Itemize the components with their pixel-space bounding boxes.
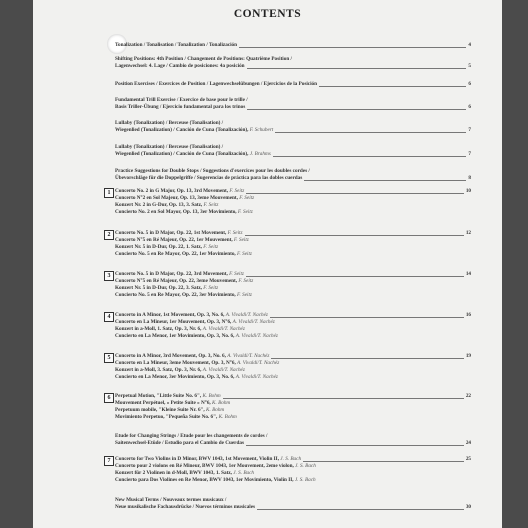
page-number: 7 xyxy=(468,151,471,158)
toc-line xyxy=(115,127,471,134)
entry-title: Konzert Nr. 2 in G-Dur, Op. 13, 3. Satz, xyxy=(115,202,203,209)
toc-line-text xyxy=(115,151,271,158)
composer: J. S. Bach xyxy=(233,470,255,477)
entry-title: Position Exercises / Exercices de Position / Lagenwechselübungen / Ejercicios de la Posición xyxy=(115,81,318,87)
toc-line-text xyxy=(115,463,471,470)
entry-title: Neue musikalische Fachausdrücke / Nuevos términos musicales xyxy=(115,504,256,511)
toc-entry xyxy=(115,120,471,134)
composer: A. Vivaldi/T. Nachéz xyxy=(235,374,278,381)
leader-line xyxy=(319,81,466,87)
entry-title: Lagenwechsel: 4. Lage / Cambio de posiciones: 4a posición xyxy=(115,63,245,70)
entry-title: New Musical Terms / Nouveaux termes musicaux / xyxy=(115,497,227,503)
toc-line xyxy=(115,104,471,111)
leader-line xyxy=(239,42,466,48)
toc-entry xyxy=(115,81,471,88)
toc-entry xyxy=(115,271,471,299)
composer: F. Seitz xyxy=(239,195,255,202)
entry-title: Konzert für 2 Violinen in d-Moll, BWV 1043, 1. Satz, xyxy=(115,470,232,477)
toc-line-text xyxy=(115,477,471,484)
page-number: 22 xyxy=(465,393,471,399)
toc-line-text xyxy=(115,56,471,63)
entry-title: Mouvement Perpétuel, « Petite Suite » N°6, xyxy=(115,400,211,407)
leader-line xyxy=(257,504,464,510)
page-number: 12 xyxy=(465,230,471,236)
toc-line-text xyxy=(115,195,471,202)
toc-entry xyxy=(115,230,471,258)
entry-title: Übevorschläge für die Doppelgriffe / Sugerencias de práctica para las dobles cuerdas xyxy=(115,175,303,182)
toc-line xyxy=(115,414,471,421)
entry-title: Perpetual Motion, "Little Suite No. 6", xyxy=(115,393,202,399)
entry-title: Movimiento Perpetuo, "Pequeña Suite No. 6", xyxy=(115,414,218,421)
page-number: 30 xyxy=(465,504,471,511)
entry-title: Concierto para Dos Violines en Re Menor, BWV 1043, 1er Movimiento, Violín II, xyxy=(115,477,294,484)
composer: F. Seitz xyxy=(229,271,244,277)
composer: F. Seitz xyxy=(238,278,254,285)
composer: F. Seitz xyxy=(229,188,245,194)
toc-line xyxy=(115,504,471,511)
composer: F. Seitz xyxy=(203,202,219,209)
toc-entry xyxy=(115,168,471,182)
book-page xyxy=(33,0,502,528)
toc-entry xyxy=(115,56,471,70)
toc-line-text xyxy=(115,407,471,414)
entry-title: Konzert in a-Moll, 1. Satz, Op. 3, Nr. 6, xyxy=(115,326,202,333)
composer: F. Seitz xyxy=(203,285,219,292)
leader-line xyxy=(304,175,466,181)
entry-title: Concerto N°5 en Ré Majeur, Op. 22, 1er Mouvement, xyxy=(115,237,233,244)
toc-line-text xyxy=(115,440,244,447)
toc-line-text xyxy=(115,504,255,511)
toc-entry xyxy=(115,42,471,49)
track-number-box: 6 xyxy=(104,393,114,403)
entry-title: Concerto N°2 en Sol Majeur, Op. 13, 3eme Mouvement, xyxy=(115,195,238,202)
leader-line xyxy=(270,312,464,318)
toc-line xyxy=(115,440,471,447)
composer: J. Brahms xyxy=(249,151,271,158)
toc-line xyxy=(115,292,471,299)
toc-line-text xyxy=(115,42,237,49)
entry-title: Wiegenlied (Tonalization) / Canción de Cuna (Tonalización), xyxy=(115,151,249,158)
toc-line xyxy=(115,251,471,258)
composer: A. Vivaldi/T. Nachéz xyxy=(235,333,278,340)
toc-line-text xyxy=(115,326,471,333)
page-number: 16 xyxy=(465,312,471,318)
toc-line-text xyxy=(115,414,471,421)
toc-entry xyxy=(115,144,471,158)
page-number: 7 xyxy=(468,127,471,134)
toc-entry xyxy=(115,393,471,421)
page-number: 25 xyxy=(465,456,471,462)
toc-line-text xyxy=(115,333,471,340)
toc-line xyxy=(115,237,471,244)
leader-line xyxy=(247,63,467,69)
track-number-box: 2 xyxy=(104,230,114,240)
page-number: 4 xyxy=(468,42,471,48)
toc-line xyxy=(115,456,471,463)
entry-title: Concierto No. 2 en Sol Mayor, Op. 13, 3er Movimiento, xyxy=(115,209,237,216)
composer: A. Vivaldi/T. Nachéz xyxy=(202,367,245,374)
composer: A. Vivaldi/T. Nachéz xyxy=(225,312,268,318)
entry-title: Concerto in A Minor, 3rd Movement, Op. 3, No. 6, xyxy=(115,353,226,359)
entry-title: Perpetuum mobile, "Kleine Suite Nr. 6", xyxy=(115,407,205,414)
track-number-box: 5 xyxy=(104,353,114,363)
leader-line xyxy=(245,230,464,236)
toc-line xyxy=(115,374,471,381)
toc-line-text xyxy=(115,175,302,182)
page-number: 10 xyxy=(465,188,471,194)
toc-line-text xyxy=(115,456,301,463)
toc-line xyxy=(115,326,471,333)
entry-title: Concierto No. 5 en Re Mayor, Op. 22, 1er Movimiento, xyxy=(115,251,236,258)
toc-entry xyxy=(115,188,471,216)
toc-line xyxy=(115,42,471,49)
composer: K. Bohm xyxy=(206,407,225,414)
toc-line-text xyxy=(115,285,471,292)
toc-line xyxy=(115,477,471,484)
toc-line-text xyxy=(115,127,273,134)
composer: J. S. Bach xyxy=(280,456,302,462)
toc-line xyxy=(115,285,471,292)
toc-entry xyxy=(115,497,471,511)
page-number: 24 xyxy=(465,440,471,447)
leader-line xyxy=(303,456,464,462)
toc-line xyxy=(115,407,471,414)
toc-line-text xyxy=(115,104,245,111)
toc-line-text xyxy=(115,360,471,367)
entry-title: Concierto en La Menor, 3er Movimiento, Op. 3, No. 6, xyxy=(115,374,235,381)
leader-line xyxy=(246,271,464,277)
composer: K. Bohm xyxy=(202,393,221,399)
toc-line xyxy=(115,360,471,367)
track-number-box: 4 xyxy=(104,312,114,322)
toc-line-text xyxy=(115,251,471,258)
leader-line xyxy=(223,393,464,399)
entry-title: Concerto No. 5 in D Major, Op. 22, 1st Movement, xyxy=(115,230,227,236)
composer: J. S. Bach xyxy=(294,477,316,484)
composer: F. Seitz xyxy=(237,251,252,258)
leader-line xyxy=(247,104,466,110)
entry-title: Tonalization / Tonalisation / Tonalization / Tonalización xyxy=(115,42,238,48)
toc-line-text xyxy=(115,292,471,299)
entry-title: Lullaby (Tonalization) / Berceuse (Tonalisation) / xyxy=(115,144,224,150)
toc-entry xyxy=(115,433,471,447)
entry-title: Concierto en La Menor, 1er Movimiento, Op. 3, No. 6, xyxy=(115,333,235,340)
entry-title: Concerto pour 2 violons en Ré Mineur, BWV 1043, 1er Mouvement, 2eme violon, xyxy=(115,463,294,470)
toc-line xyxy=(115,151,471,158)
leader-line xyxy=(246,440,464,446)
toc-line xyxy=(115,319,471,326)
toc-line-text xyxy=(115,319,471,326)
entry-title: Etude for Changing Strings / Etude pour les changements de cordes / xyxy=(115,433,268,439)
toc-line xyxy=(115,244,471,251)
toc-line xyxy=(115,209,471,216)
toc-entry xyxy=(115,312,471,340)
toc-line xyxy=(115,367,471,374)
entry-title: Basis Triller-Übung / Ejercicio fundamental para los trinos xyxy=(115,104,246,111)
entry-title: Fundamental Trill Exercise / Exercice de base pour le trille / xyxy=(115,97,248,103)
toc-line-text xyxy=(115,202,471,209)
leader-line xyxy=(246,188,464,194)
toc-line-text xyxy=(115,497,471,504)
toc-line-text xyxy=(115,63,245,70)
entry-title: Konzert Nr. 5 in D-Dur, Op. 22, 1. Satz, xyxy=(115,244,202,251)
page-number: 6 xyxy=(468,81,471,87)
page-number: 19 xyxy=(465,353,471,359)
entry-title: Concerto en La Mineur, 3eme Mouvement, Op. 3, N°6, xyxy=(115,360,236,367)
entry-title: Shifting Positions: 4th Position / Changement de Positions: Quatrième Position / xyxy=(115,56,292,62)
entry-title: Saitenwechsel-Etüde / Estudio para el Cambio de Cuerdas xyxy=(115,440,244,447)
entry-title: Practice Suggestions for Double Stops / Suggestions d'exercices pour les doubles cordes / xyxy=(115,168,310,174)
entry-title: Concerto in A Minor, 1st Movement, Op. 3, No. 6, xyxy=(115,312,225,318)
entry-title: Concierto No. 5 en Re Mayor, Op. 22, 3er Movimiento, xyxy=(115,292,236,299)
entry-title: Wiegenlied (Tonalization) / Canción de Cuna (Tonalización), xyxy=(115,127,249,134)
composer: A. Vivaldi/T. Nachéz xyxy=(227,353,270,359)
composer: A. Vivaldi/T. Nachéz xyxy=(237,360,280,367)
toc-line-text xyxy=(115,81,317,88)
toc-line xyxy=(115,463,471,470)
toc-line xyxy=(115,278,471,285)
toc-line-text xyxy=(115,400,471,407)
page-number: 14 xyxy=(465,271,471,277)
toc-entry xyxy=(115,353,471,381)
entry-title: Lullaby (Tonalization) / Berceuse (Tonalisation) / xyxy=(115,120,224,126)
page-number: 5 xyxy=(468,63,471,70)
leader-line xyxy=(271,353,463,359)
composer: F. Seitz xyxy=(203,244,219,251)
toc-line xyxy=(115,81,471,88)
toc-line xyxy=(115,497,471,504)
toc-line-text xyxy=(115,244,471,251)
page-number: 6 xyxy=(468,104,471,111)
entry-title: Concerto en La Mineur, 1er Mouvement, Op. 3, N°6, xyxy=(115,319,232,326)
entry-title: Concerto No. 2 in G Major, Op. 13, 3rd Movement, xyxy=(115,188,229,194)
track-number-box: 1 xyxy=(104,188,114,198)
composer: F. Seitz xyxy=(237,209,253,216)
toc-line xyxy=(115,175,471,182)
toc-line xyxy=(115,63,471,70)
entry-title: Concerto N°5 en Ré Majeur, Op. 22, 3eme Mouvement, xyxy=(115,278,238,285)
toc-line-text xyxy=(115,367,471,374)
composer: K. Bohm xyxy=(212,400,231,407)
composer: A. Vivaldi/T. Nachéz xyxy=(202,326,245,333)
toc-entry xyxy=(115,97,471,111)
composer: F. Schubert xyxy=(249,127,274,134)
entry-title: Konzert Nr. 5 in D-Dur, Op. 22, 3. Satz, xyxy=(115,285,202,292)
page-number: 8 xyxy=(468,175,471,182)
entry-title: Concerto No. 5 in D Major, Op. 22, 3rd Movement, xyxy=(115,271,228,277)
toc-line-text xyxy=(115,278,471,285)
toc-line xyxy=(115,333,471,340)
entry-title: Concerto for Two Violins in D Minor, BWV 1043, 1st Movement, Violin II, xyxy=(115,456,279,462)
composer: J. S. Bach xyxy=(295,463,316,470)
page-title: CONTENTS xyxy=(233,8,302,20)
track-number-box: 3 xyxy=(104,271,114,281)
composer: A. Vivaldi/T. Nachéz xyxy=(232,319,275,326)
toc-line xyxy=(115,202,471,209)
toc-line xyxy=(115,56,471,63)
leader-line xyxy=(273,151,467,157)
track-number-box: 7 xyxy=(104,456,114,466)
toc-line xyxy=(115,195,471,202)
toc-line xyxy=(115,433,471,440)
composer: F. Seitz xyxy=(227,230,243,236)
composer: K. Bohm xyxy=(218,414,237,421)
leader-line xyxy=(275,127,466,133)
toc-line-text xyxy=(115,470,471,477)
toc-entry xyxy=(115,456,471,484)
entry-title: Konzert in a-Moll, 3. Satz, Op. 3, Nr. 6, xyxy=(115,367,202,374)
toc-line-text xyxy=(115,209,471,216)
composer: F. Seitz xyxy=(237,292,252,299)
toc-line xyxy=(115,470,471,477)
composer: F. Seitz xyxy=(233,237,249,244)
toc-line-text xyxy=(115,374,471,381)
toc-line-text xyxy=(115,433,471,440)
toc-line-text xyxy=(115,237,471,244)
toc-line xyxy=(115,400,471,407)
